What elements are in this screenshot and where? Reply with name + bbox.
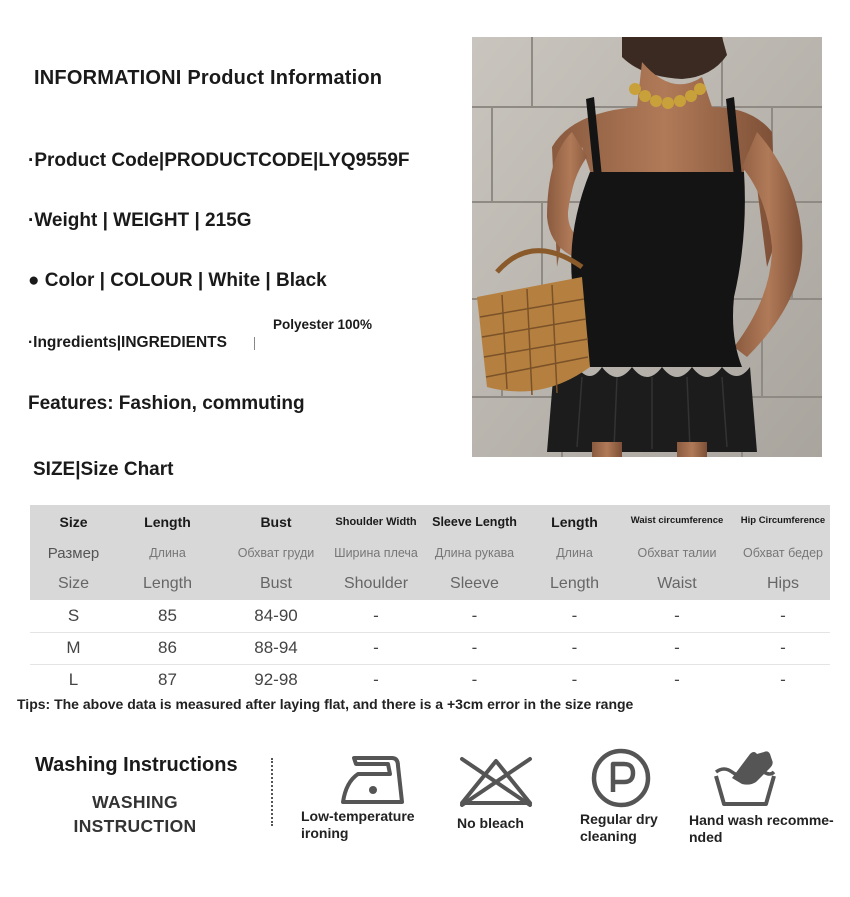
table-cell: -: [373, 670, 379, 690]
table-cell: -: [418, 632, 531, 664]
header-cell: Hips: [736, 568, 830, 600]
washing-title: Washing Instructions: [35, 754, 238, 776]
wash-label-dry-clean: [580, 811, 658, 845]
table-cell: -: [674, 670, 680, 690]
header-cell: Длина: [117, 538, 218, 568]
header-cell: Length: [117, 568, 218, 600]
size-chart-header-ru-row: [30, 538, 830, 568]
ingredients-divider: [254, 337, 255, 350]
table-cell: M: [30, 632, 117, 664]
wash-label-line: ironing: [301, 825, 349, 841]
header-cell: Обхват груди: [218, 538, 334, 568]
wash-label-line: No bleach: [457, 815, 524, 831]
washing-subtitle: [60, 790, 210, 838]
header-cell: Size: [30, 505, 117, 538]
washing-subtitle-line2: INSTRUCTION: [73, 816, 197, 836]
table-cell: 85: [117, 600, 218, 632]
header-cell: Bust: [218, 568, 334, 600]
table-cell: 84-90: [218, 600, 334, 632]
iron-low-temp-icon: [340, 754, 406, 811]
wash-label-hand-wash: [689, 812, 834, 846]
product-info-title: INFORMATIONI Product Information: [34, 67, 383, 89]
color-line: ● Color | COLOUR | White | Black: [28, 270, 327, 291]
header-cell: Length: [117, 505, 218, 538]
table-cell: -: [334, 600, 418, 632]
header-cell: Hip Circumference: [736, 505, 830, 538]
washing-subtitle-line1: WASHING: [92, 792, 178, 812]
size-chart-header-short-row: [30, 568, 830, 600]
size-tips: Tips: The above data is measured after laying flat, and there is a +3cm error in the size range: [17, 696, 634, 712]
header-cell: Size: [30, 568, 117, 600]
wash-label-bleach: [457, 815, 524, 832]
header-cell: Обхват талии: [618, 538, 736, 568]
header-cell: Обхват бедер: [736, 538, 830, 568]
table-cell: -: [471, 670, 478, 690]
header-cell: Sleeve Length: [418, 505, 531, 538]
header-cell: Bust: [218, 505, 334, 538]
dry-clean-p-icon: [590, 747, 652, 814]
size-chart-header-en-row: [30, 505, 830, 538]
table-row: [30, 664, 830, 696]
table-row: [30, 632, 830, 664]
size-chart-title: SIZE|Size Chart: [33, 459, 174, 480]
wash-label-line: Low-temperature: [301, 808, 415, 824]
table-cell: 92-98: [254, 670, 298, 690]
table-cell: -: [418, 600, 531, 632]
features-line: Features: Fashion, commuting: [28, 393, 305, 414]
table-cell: 86: [117, 632, 218, 664]
table-row: [30, 600, 830, 632]
weight-line: ·Weight | WEIGHT | 215G: [28, 210, 252, 231]
ingredients-line: ·Ingredients|INGREDIENTS: [28, 334, 227, 351]
table-cell: -: [531, 632, 618, 664]
table-cell: S: [30, 600, 117, 632]
header-cell: Длина: [531, 538, 618, 568]
table-cell: -: [780, 670, 786, 690]
no-bleach-icon: [458, 755, 534, 812]
header-cell: Shoulder: [334, 568, 418, 600]
table-cell: -: [618, 600, 736, 632]
header-cell: Shoulder Width: [334, 505, 418, 538]
header-cell: Ширина плеча: [334, 538, 418, 568]
wash-label-line: cleaning: [580, 828, 637, 844]
product-code-line: ·Product Code|PRODUCTCODE|LYQ9559F: [28, 150, 410, 171]
table-cell: 88-94: [218, 632, 334, 664]
size-chart-table: [30, 505, 830, 696]
table-cell: 87: [158, 670, 177, 690]
wash-label-iron: [301, 808, 415, 842]
wash-label-line: Regular dry: [580, 811, 658, 827]
header-cell: Waist: [618, 568, 736, 600]
table-cell: -: [334, 632, 418, 664]
model-in-black-dress-image: [472, 37, 822, 457]
wash-label-line: Hand wash recomme-: [689, 812, 834, 828]
wash-label-line: nded: [689, 829, 723, 845]
hand-wash-icon: [712, 748, 778, 813]
table-cell: L: [68, 670, 79, 690]
product-photo: [472, 37, 822, 457]
washing-divider: [271, 758, 273, 826]
header-cell: Length: [531, 505, 618, 538]
table-cell: -: [618, 632, 736, 664]
header-cell: Length: [531, 568, 618, 600]
header-cell: Waist circumference: [618, 505, 736, 538]
table-cell: -: [736, 600, 830, 632]
table-cell: -: [736, 632, 830, 664]
header-cell: Длина рукава: [418, 538, 531, 568]
table-cell: -: [531, 600, 618, 632]
ingredients-value: Polyester 100%: [273, 317, 373, 332]
header-cell: Sleeve: [418, 568, 531, 600]
table-cell: -: [571, 670, 578, 690]
header-cell: Размер: [30, 538, 117, 568]
